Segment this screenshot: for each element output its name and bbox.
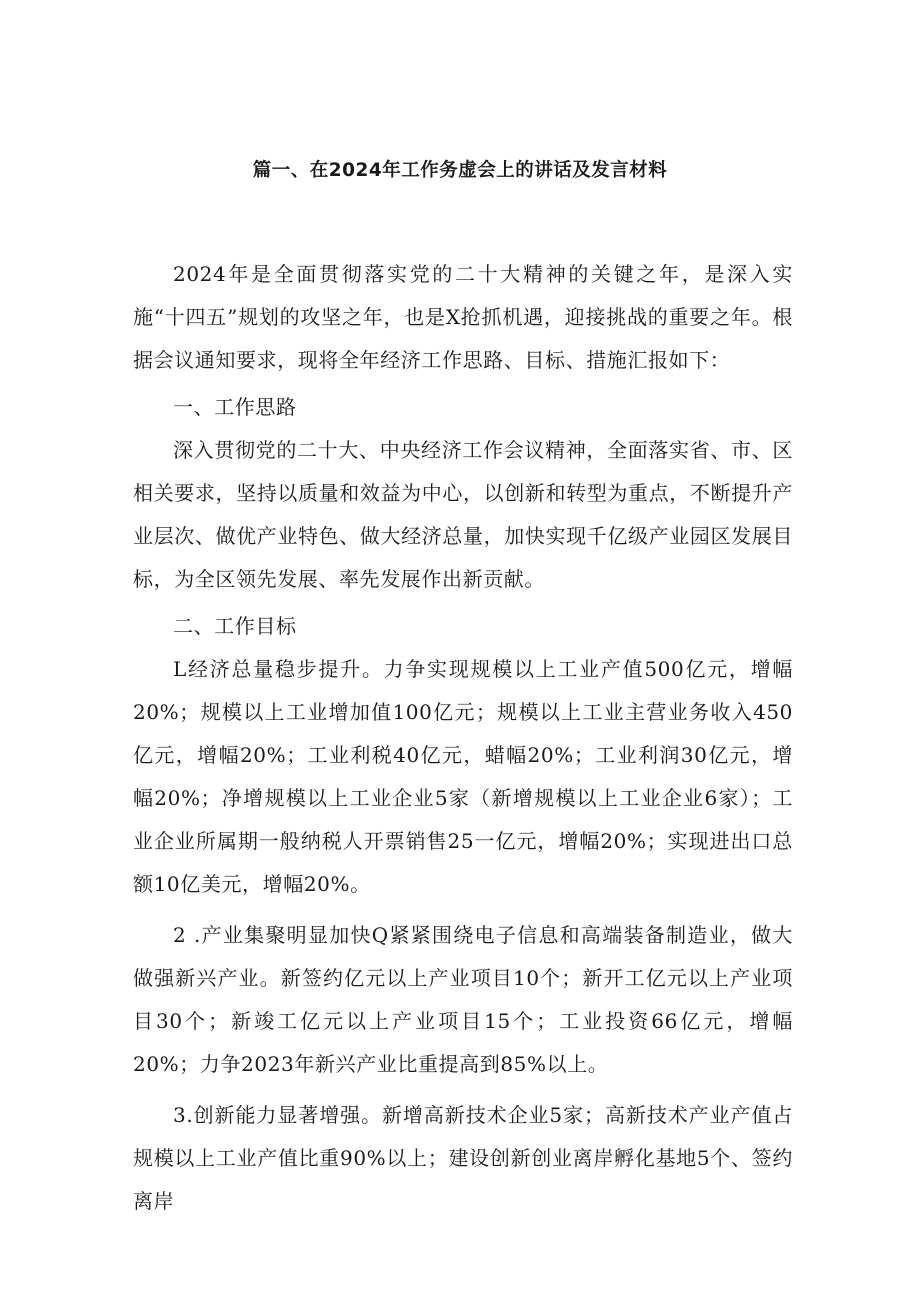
goal-item-1: L经济总量稳步提升。力争实现规模以上工业产值500亿元，增幅20%；规模以上工业增加值100亿元；规模以上工业主营业务收入450亿元，增幅20%；工业利税40亿元，蜡幅20%；工业利润30亿元，增幅20%；净增规模以上工业企业5家（新增规模以上工业企业6家）；工业企业所属期一般纳税人开票销售25一亿元，增幅20%；实现进出口总额10亿美元，增幅20%。 <box>133 657 793 896</box>
goal-item-3: 3.创新能力显著增强。新增高新技术企业5家；高新技术产业产值占规模以上工业产值比重90%以上；建设创新创业离岸孵化基地5个、签约离岸 <box>133 1103 793 1213</box>
document-body <box>133 253 793 1223</box>
section-heading-approach: 一、工作思路 <box>173 395 297 419</box>
approach-paragraph: 深入贯彻党的二十大、中央经济工作会议精神，全面落实省、市、区相关要求，坚持以质量和效益为中心，以创新和转型为重点，不断提升产业层次、做优产业特色、做大经济总量，加快实现千亿级产业园区发展目标，为全区领先发展、率先发展作出新贡献。 <box>133 438 793 591</box>
document-title: 篇一、在2024年工作务虚会上的讲话及发言材料 <box>252 160 668 181</box>
section-heading-goals: 二、工作目标 <box>173 614 297 638</box>
intro-paragraph: 2024年是全面贯彻落实党的二十大精神的关键之年，是深入实施“十四五”规划的攻坚之年，也是X抢抓机遇，迎接挑战的重要之年。根据会议通知要求，现将全年经济工作思路、目标、措施汇报如下： <box>133 262 793 372</box>
goal-item-2: 2 .产业集聚明显加快Q紧紧围绕电子信息和高端装备制造业，做大做强新兴产业。新签约亿元以上产业项目10个；新开工亿元以上产业项目30个；新竣工亿元以上产业项目15个；工业投资66亿元，增幅20%；力争2023年新兴产业比重提高到85%以上。 <box>133 923 793 1076</box>
